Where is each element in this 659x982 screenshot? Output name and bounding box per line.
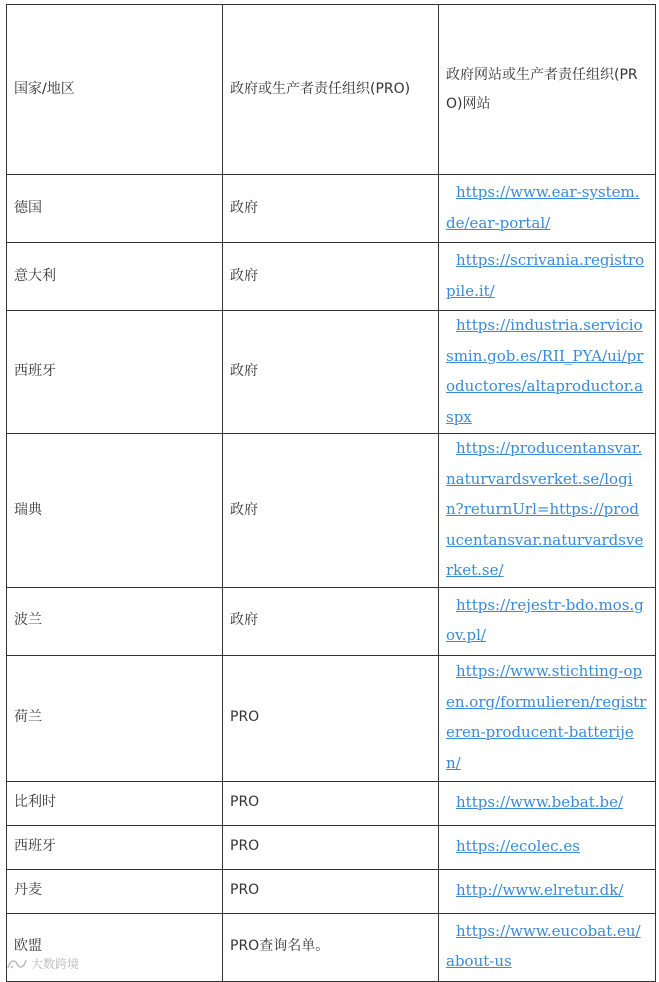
- website-cell: [439, 655, 656, 781]
- org-cell: 政府: [223, 243, 439, 311]
- website-link[interactable]: https://producentansvar.naturvardsverket.se/login?returnUrl=https://producentansvar.naturvardsverket.se/: [446, 439, 644, 579]
- org-cell: 政府: [223, 587, 439, 655]
- table-row: [7, 655, 656, 781]
- website-link[interactable]: http://www.elretur.dk/: [456, 880, 624, 899]
- header-website: 政府网站或生产者责任组织(PRO)网站: [439, 5, 656, 175]
- website-cell: [439, 175, 656, 243]
- table-row: [7, 175, 656, 243]
- website-cell: [439, 243, 656, 311]
- country-cell: 德国: [7, 175, 223, 243]
- website-link[interactable]: https://www.ear-system.de/ear-portal/: [446, 183, 640, 232]
- registration-table: [6, 4, 656, 982]
- website-link[interactable]: https://www.bebat.be/: [456, 792, 624, 811]
- org-cell: PRO: [223, 869, 439, 913]
- website-cell: [439, 434, 656, 588]
- org-cell: 政府: [223, 434, 439, 588]
- table-row: [7, 825, 656, 869]
- country-cell: 意大利: [7, 243, 223, 311]
- header-country: 国家/地区: [7, 5, 223, 175]
- header-row: [7, 5, 656, 175]
- table-row: [7, 781, 656, 825]
- watermark-text: 大数跨境: [31, 957, 80, 971]
- org-cell: PRO查询名单。: [223, 913, 439, 981]
- website-cell: [439, 781, 656, 825]
- org-cell: 政府: [223, 311, 439, 434]
- country-cell: 瑞典: [7, 434, 223, 588]
- website-link[interactable]: https://rejestr-bdo.mos.gov.pl/: [446, 595, 644, 644]
- table-row: [7, 434, 656, 588]
- country-cell: 比利时: [7, 781, 223, 825]
- org-cell: PRO: [223, 781, 439, 825]
- website-cell: [439, 825, 656, 869]
- website-cell: [439, 311, 656, 434]
- table-row: [7, 311, 656, 434]
- org-cell: PRO: [223, 655, 439, 781]
- website-link[interactable]: https://industria.serviciosmin.gob.es/RII_PYA/ui/productores/altaproductor.aspx: [446, 316, 644, 426]
- country-cell: 西班牙: [7, 311, 223, 434]
- org-cell: 政府: [223, 175, 439, 243]
- website-link[interactable]: https://scrivania.registropile.it/: [446, 251, 645, 300]
- website-cell: [439, 869, 656, 913]
- country-cell: 波兰: [7, 587, 223, 655]
- org-cell: PRO: [223, 825, 439, 869]
- website-cell: [439, 913, 656, 981]
- website-link[interactable]: https://www.eucobat.eu/about-us: [446, 921, 641, 970]
- website-link[interactable]: https://www.stichting-open.org/formulieren/registreren-producent-batterijen/: [446, 662, 647, 772]
- table-row: [7, 869, 656, 913]
- website-link[interactable]: https://ecolec.es: [456, 836, 580, 855]
- watermark: [6, 955, 79, 972]
- country-cell: 荷兰: [7, 655, 223, 781]
- website-cell: [439, 587, 656, 655]
- table-row: [7, 913, 656, 981]
- header-org: 政府或生产者责任组织(PRO): [223, 5, 439, 175]
- country-cell: 欧盟: [7, 913, 223, 981]
- watermark-logo-icon: [6, 957, 28, 971]
- table-row: [7, 243, 656, 311]
- table-row: [7, 587, 656, 655]
- country-cell: 丹麦: [7, 869, 223, 913]
- country-cell: 西班牙: [7, 825, 223, 869]
